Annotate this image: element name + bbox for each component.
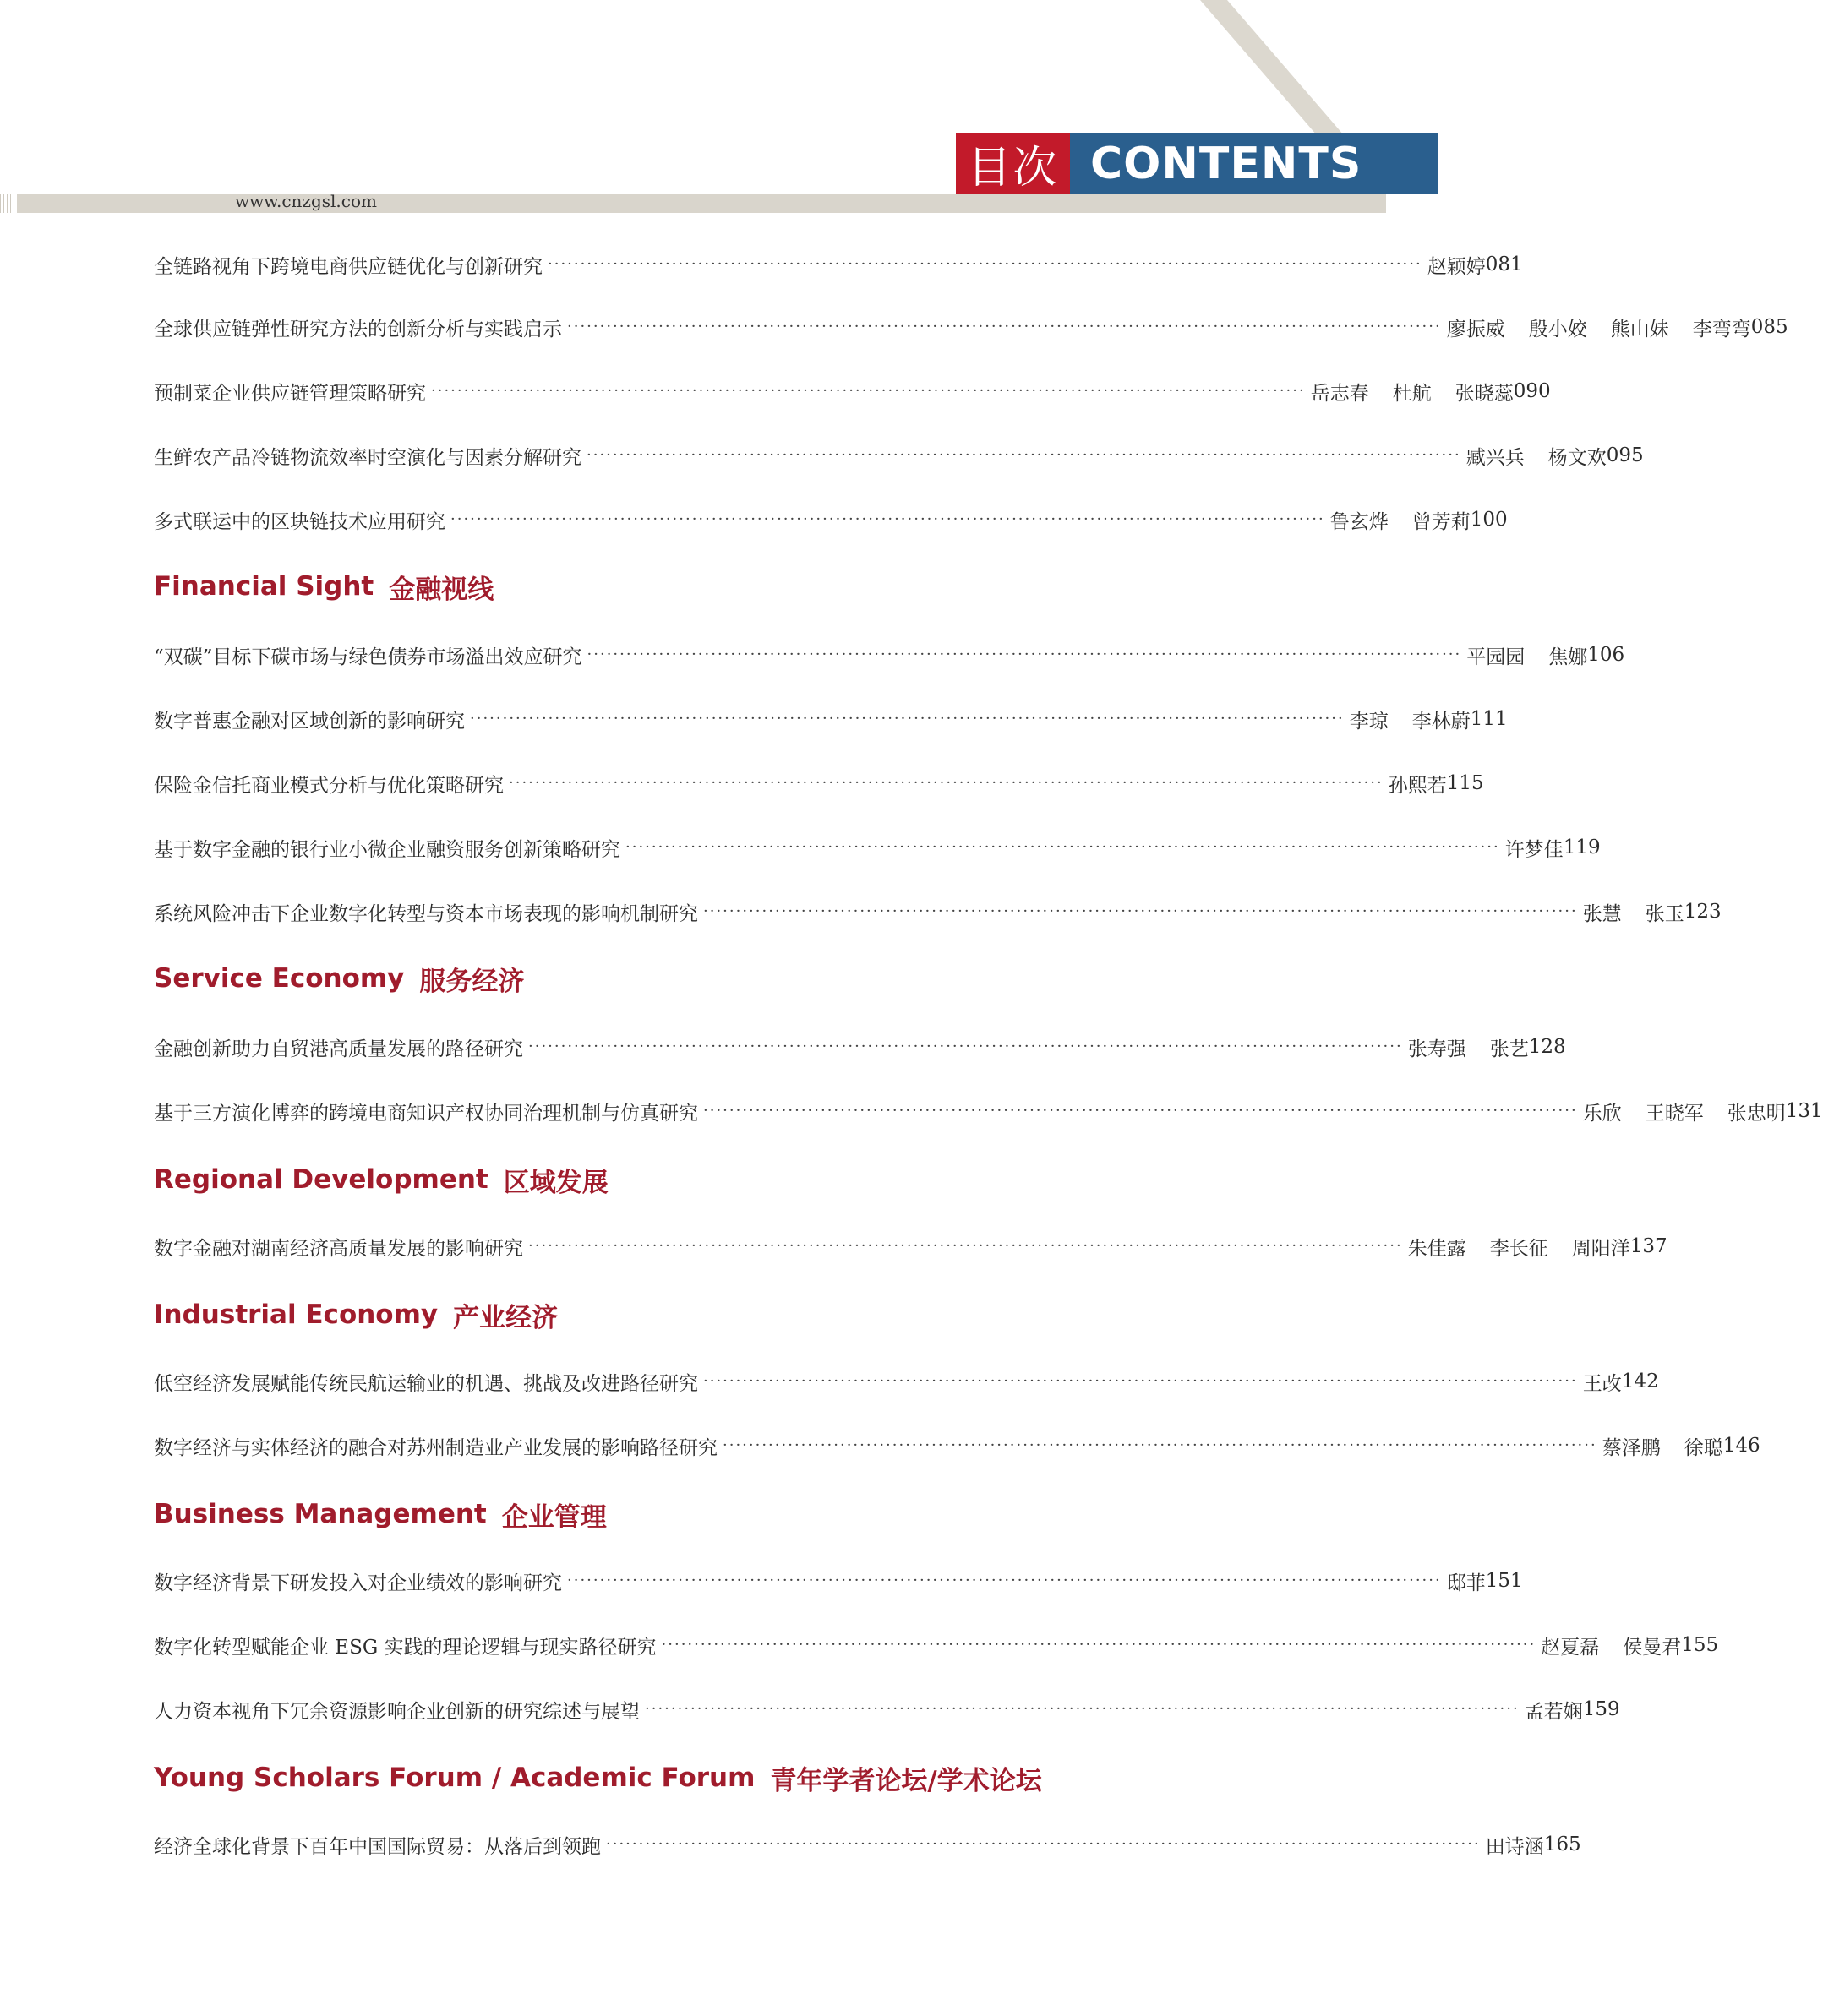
section-title-en: Industrial Economy — [154, 1300, 439, 1330]
author: 张忠明 — [1727, 1102, 1786, 1125]
toc-entry[interactable] — [154, 313, 1788, 341]
author: 赵夏磊 — [1541, 1636, 1600, 1659]
toc-entry-page: 151 — [1485, 1570, 1523, 1592]
toc-entry[interactable] — [154, 1631, 1719, 1659]
leader-dots: ······································································································································ — [625, 838, 1500, 856]
toc-entry[interactable] — [154, 250, 1523, 279]
toc-entry-title: 低空经济发展赋能传统民航运输业的机遇、挑战及改进路径研究 — [154, 1372, 698, 1395]
toc-entry-page: 123 — [1684, 901, 1722, 923]
toc-entry-authors — [1602, 1432, 1723, 1460]
toc-entry-page: 081 — [1485, 253, 1523, 275]
toc-entry-title: 预制菜企业供应链管理策略研究 — [154, 382, 426, 405]
toc-entry-page: 095 — [1606, 444, 1644, 466]
author: 侯曼君 — [1623, 1636, 1682, 1659]
toc-entry-title: 全球供应链弹性研究方法的创新分析与实践启示 — [154, 318, 562, 341]
toc-entry-page: 131 — [1785, 1100, 1823, 1122]
toc-entry-page: 100 — [1470, 509, 1508, 531]
author: 杜航 — [1392, 382, 1432, 405]
leader-dots: ······································································································································ — [587, 646, 1462, 663]
contents-title-zh: 目次 — [956, 133, 1070, 194]
toc-entry-authors — [1525, 1696, 1583, 1724]
author: 邸菲 — [1446, 1572, 1486, 1594]
toc-entry-authors — [1583, 1368, 1622, 1396]
toc-entry[interactable] — [154, 1566, 1523, 1595]
leader-dots: ······································································································································ — [509, 774, 1384, 792]
leader-dots: ······································································································································ — [567, 318, 1442, 335]
toc-entry-page: 106 — [1587, 644, 1625, 666]
author: 张慧 — [1582, 902, 1622, 925]
toc-entry-authors — [1541, 1632, 1681, 1659]
author: 赵颖婷 — [1427, 255, 1486, 278]
toc-entry-page: 142 — [1621, 1370, 1659, 1392]
toc-entry-authors — [1583, 898, 1684, 926]
author: 岳志春 — [1310, 382, 1369, 405]
toc-entry[interactable] — [154, 640, 1625, 669]
toc-entry-title: 数字化转型赋能企业 ESG 实践的理论逻辑与现实路径研究 — [154, 1636, 657, 1659]
toc-entry-authors — [1330, 506, 1471, 534]
author: 李长征 — [1489, 1237, 1548, 1260]
toc-entry-authors — [1466, 442, 1607, 470]
toc-entry-page: 111 — [1470, 708, 1508, 730]
toc-entry-title: 多式联运中的区块链技术应用研究 — [154, 510, 445, 533]
toc-entry[interactable] — [154, 1830, 1581, 1859]
toc-entry[interactable] — [154, 1232, 1667, 1261]
toc-entry-authors — [1466, 641, 1587, 669]
section-heading-industrial-economy — [154, 1298, 558, 1332]
header-stripes-decoration — [0, 194, 17, 213]
toc-entry-authors — [1447, 1567, 1486, 1595]
section-title-en: Service Economy — [154, 963, 405, 994]
toc-entry-title: 经济全球化背景下百年中国国际贸易：从落后到领跑 — [154, 1835, 601, 1858]
author: 殷小姣 — [1528, 318, 1587, 341]
toc-entry-authors — [1447, 313, 1751, 341]
toc-entry-page: 165 — [1543, 1833, 1581, 1855]
toc-entry-title: 保险金信托商业模式分析与优化策略研究 — [154, 774, 504, 797]
section-title-zh: 青年学者论坛/学术论坛 — [770, 1765, 1042, 1796]
toc-entry-title: 基于三方演化博弈的跨境电商知识产权协同治理机制与仿真研究 — [154, 1102, 698, 1125]
section-title-zh: 区域发展 — [503, 1167, 609, 1198]
toc-entry-title: 金融创新助力自贸港高质量发展的路径研究 — [154, 1038, 523, 1060]
toc-entry[interactable] — [154, 377, 1551, 406]
author: 蔡泽鹏 — [1602, 1436, 1661, 1459]
toc-entry-page: 146 — [1722, 1435, 1760, 1457]
toc-entry-title: 全链路视角下跨境电商供应链优化与创新研究 — [154, 255, 543, 278]
author: 许梦佳 — [1504, 838, 1564, 861]
author: 张晓蕊 — [1455, 382, 1514, 405]
toc-entry-authors — [1389, 770, 1447, 798]
leader-dots: ······································································································································ — [470, 710, 1345, 727]
leader-dots: ······································································································································ — [431, 382, 1306, 400]
toc-entry-authors — [1427, 251, 1486, 279]
toc-entry[interactable] — [154, 705, 1508, 733]
author: 焦娜 — [1548, 646, 1588, 668]
toc-entry[interactable] — [154, 1097, 1823, 1125]
author: 张艺 — [1489, 1038, 1529, 1060]
section-title-zh: 产业经济 — [453, 1302, 559, 1333]
author: 李弯弯 — [1692, 318, 1751, 341]
toc-entry[interactable] — [154, 769, 1484, 798]
toc-entry-authors — [1408, 1033, 1529, 1061]
toc-entry-title: 数字经济背景下研发投入对企业绩效的影响研究 — [154, 1572, 562, 1594]
toc-entry-title: 系统风险冲击下企业数字化转型与资本市场表现的影响机制研究 — [154, 902, 698, 925]
toc-entry-title: 数字普惠金融对区域创新的影响研究 — [154, 710, 465, 733]
toc-entry-authors — [1311, 378, 1514, 406]
site-url: www.cnzgsl.com — [235, 191, 377, 211]
toc-entry[interactable] — [154, 833, 1601, 862]
toc-entry-page: 115 — [1446, 772, 1484, 794]
toc-entry-title: 生鲜农产品冷链物流效率时空演化与因素分解研究 — [154, 446, 581, 469]
toc-entry-title: “双碳”目标下碳市场与绿色债券市场溢出效应研究 — [154, 646, 582, 668]
author: 廖振威 — [1446, 318, 1505, 341]
section-title-zh: 企业管理 — [501, 1501, 607, 1533]
toc-entry-authors — [1486, 1831, 1544, 1859]
section-title-en: Business Management — [154, 1499, 487, 1529]
toc-entry-authors — [1583, 1098, 1786, 1125]
leader-dots: ······································································································································ — [703, 1372, 1578, 1390]
author: 曾芳莉 — [1411, 510, 1471, 533]
toc-entry-page: 090 — [1513, 380, 1551, 402]
toc-entry-title: 数字经济与实体经济的融合对苏州制造业产业发展的影响路径研究 — [154, 1436, 718, 1459]
leader-dots: ······································································································································ — [528, 1038, 1403, 1055]
toc-entry-authors — [1350, 706, 1471, 733]
toc-entry[interactable] — [154, 1695, 1620, 1724]
header-bar — [0, 194, 1386, 213]
leader-dots: ······································································································································ — [723, 1436, 1597, 1454]
toc-entry-page: 159 — [1582, 1698, 1620, 1720]
author: 乐欣 — [1582, 1102, 1622, 1125]
author: 臧兴兵 — [1465, 446, 1525, 469]
author: 张玉 — [1645, 902, 1684, 925]
contents-title-en: CONTENTS — [1070, 133, 1438, 194]
author: 杨文欢 — [1547, 446, 1607, 469]
author: 张寿强 — [1407, 1038, 1466, 1060]
author: 朱佳露 — [1407, 1237, 1466, 1260]
section-heading-financial-sight — [154, 569, 494, 603]
toc-entry[interactable] — [154, 1033, 1566, 1061]
toc-entry[interactable] — [154, 1367, 1659, 1396]
toc-entry[interactable] — [154, 441, 1644, 470]
author: 王晓军 — [1645, 1102, 1704, 1125]
author: 田诗涵 — [1485, 1835, 1544, 1858]
toc-entry-page: 119 — [1563, 836, 1601, 858]
author: 孙熙若 — [1388, 774, 1447, 797]
leader-dots: ······································································································································ — [703, 902, 1578, 920]
author: 鲁玄烨 — [1329, 510, 1389, 533]
toc-entry[interactable] — [154, 1431, 1760, 1460]
leader-dots: ······································································································································ — [548, 255, 1422, 273]
toc-entry-authors — [1505, 834, 1564, 862]
section-title-en: Financial Sight — [154, 571, 374, 602]
toc-entry[interactable] — [154, 505, 1508, 534]
author: 孟若娴 — [1524, 1700, 1583, 1723]
leader-dots: ······································································································································ — [703, 1102, 1578, 1120]
section-title-zh: 金融视线 — [389, 574, 494, 605]
section-title-en: Regional Development — [154, 1164, 488, 1195]
author: 周阳洋 — [1571, 1237, 1630, 1260]
author: 平园园 — [1466, 646, 1526, 668]
leader-dots: ······································································································································ — [645, 1700, 1520, 1718]
toc-entry-page: 085 — [1750, 316, 1788, 338]
toc-entry-page: 155 — [1681, 1634, 1719, 1656]
section-title-en: Young Scholars Forum / Academic Forum — [154, 1763, 756, 1793]
author: 徐聪 — [1684, 1436, 1723, 1459]
author: 李琼 — [1349, 710, 1389, 733]
section-heading-young-scholars-forum — [154, 1761, 1042, 1795]
section-heading-regional-development — [154, 1163, 609, 1196]
toc-entry[interactable] — [154, 897, 1722, 926]
section-heading-business-management — [154, 1497, 607, 1531]
section-heading-service-economy — [154, 962, 524, 995]
leader-dots: ······································································································································ — [661, 1636, 1536, 1654]
toc-entry-title: 人力资本视角下冗余资源影响企业创新的研究综述与展望 — [154, 1700, 640, 1723]
leader-dots: ······································································································································ — [567, 1572, 1442, 1589]
section-title-zh: 服务经济 — [419, 966, 525, 997]
toc-entry-page: 137 — [1629, 1235, 1667, 1257]
leader-dots: ······································································································································ — [606, 1835, 1481, 1853]
author: 李林蔚 — [1411, 710, 1471, 733]
toc-entry-title: 数字金融对湖南经济高质量发展的影响研究 — [154, 1237, 523, 1260]
leader-dots: ······································································································································ — [450, 510, 1325, 528]
leader-dots: ······································································································································ — [587, 446, 1461, 464]
leader-dots: ······································································································································ — [528, 1237, 1403, 1255]
author: 熊山妹 — [1610, 318, 1669, 341]
toc-entry-authors — [1408, 1233, 1630, 1261]
toc-entry-page: 128 — [1528, 1036, 1566, 1058]
toc-entry-title: 基于数字金融的银行业小微企业融资服务创新策略研究 — [154, 838, 620, 861]
author: 王改 — [1582, 1372, 1622, 1395]
